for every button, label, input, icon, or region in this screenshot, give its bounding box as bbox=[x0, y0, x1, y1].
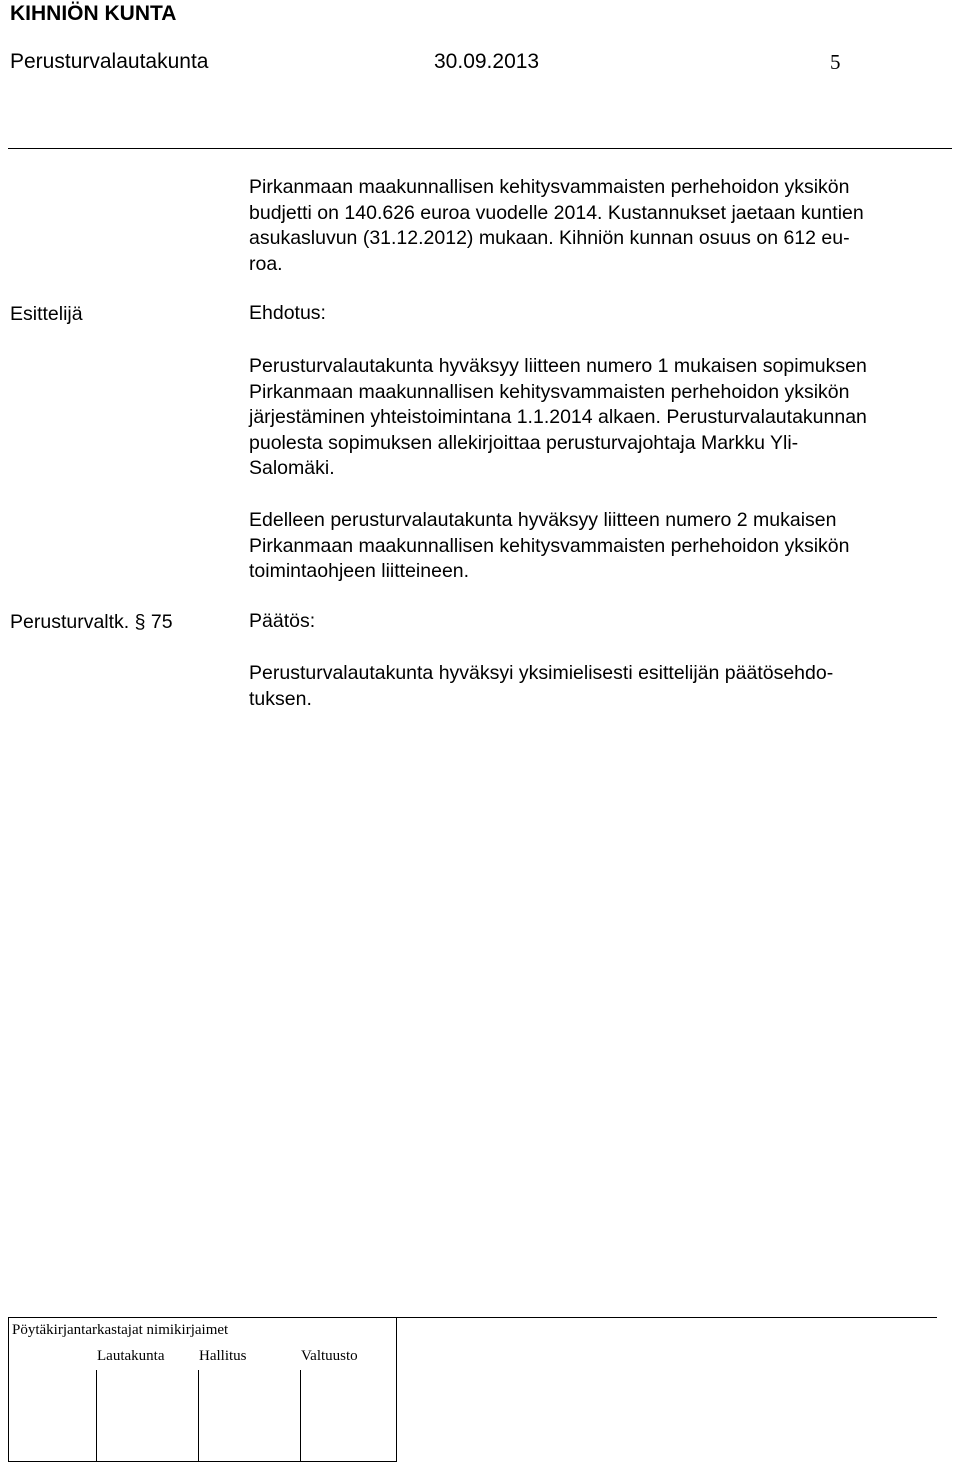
proposal-line: Pirkanmaan maakunnallisen kehitysvammaisten perhehoidon yksikön bbox=[249, 534, 850, 557]
board-name: Perusturvalautakunta bbox=[10, 50, 209, 73]
decision-heading: Päätös: bbox=[249, 610, 316, 632]
proposal-line: Perusturvalautakunta hyväksyy liitteen numero 1 mukaisen sopimuksen bbox=[249, 355, 867, 377]
intro-line: roa. bbox=[249, 252, 283, 275]
footer-top-line bbox=[8, 1317, 937, 1318]
intro-line: Pirkanmaan maakunnallisen kehitysvammaisten perhehoidon yksikön bbox=[249, 176, 850, 198]
footer-column-lautakunta: Lautakunta bbox=[97, 1348, 165, 1364]
signature-box-border bbox=[198, 1370, 199, 1461]
footer-left-border bbox=[8, 1317, 9, 1462]
section-label: Perusturvaltk. § 75 bbox=[10, 611, 173, 633]
page-number: 5 bbox=[830, 50, 841, 74]
organization-name: KIHNIÖN KUNTA bbox=[10, 2, 177, 25]
proposal-line: puolesta sopimuksen allekirjoittaa perusturvajohtaja Markku Yli- bbox=[249, 431, 799, 454]
signature-box-border bbox=[96, 1370, 97, 1461]
proposal-heading: Ehdotus: bbox=[249, 302, 326, 324]
proposal-line: Pirkanmaan maakunnallisen kehitysvammaisten perhehoidon yksikön bbox=[249, 380, 850, 403]
footer-column-hallitus: Hallitus bbox=[199, 1348, 247, 1364]
footer-bottom-line bbox=[8, 1461, 397, 1462]
decision-line: Perusturvalautakunta hyväksyi yksimielisesti esittelijän päätösehdo- bbox=[249, 662, 834, 684]
proposal-paragraph-1 bbox=[249, 354, 949, 482]
proposal-line: Salomäki. bbox=[249, 457, 335, 479]
meeting-date: 30.09.2013 bbox=[434, 50, 540, 73]
proposal-line: toimintaohjeen liitteineen. bbox=[249, 560, 470, 582]
presenter-label: Esittelijä bbox=[10, 303, 83, 325]
header-divider bbox=[8, 148, 952, 149]
footer-column-valtuusto: Valtuusto bbox=[301, 1348, 358, 1364]
intro-line: asukasluvun (31.12.2012) mukaan. Kihniön kunnan osuus on 612 eu- bbox=[249, 227, 850, 249]
proposal-line: järjestäminen yhteistoimintana 1.1.2014 alkaen. Perusturvalautakunnan bbox=[249, 406, 867, 428]
intro-line: budjetti on 140.626 euroa vuodelle 2014. Kustannukset jaetaan kuntien bbox=[249, 201, 864, 224]
signatures-label: Pöytäkirjantarkastajat nimikirjaimet bbox=[12, 1322, 229, 1338]
decision-line: tuksen. bbox=[249, 687, 312, 710]
intro-paragraph bbox=[249, 175, 949, 277]
decision-paragraph bbox=[249, 661, 949, 712]
signature-box-border bbox=[300, 1370, 301, 1461]
proposal-line: Edelleen perusturvalautakunta hyväksyy liitteen numero 2 mukaisen bbox=[249, 509, 837, 531]
footer-column-divider bbox=[396, 1317, 397, 1462]
proposal-paragraph-2 bbox=[249, 508, 949, 585]
